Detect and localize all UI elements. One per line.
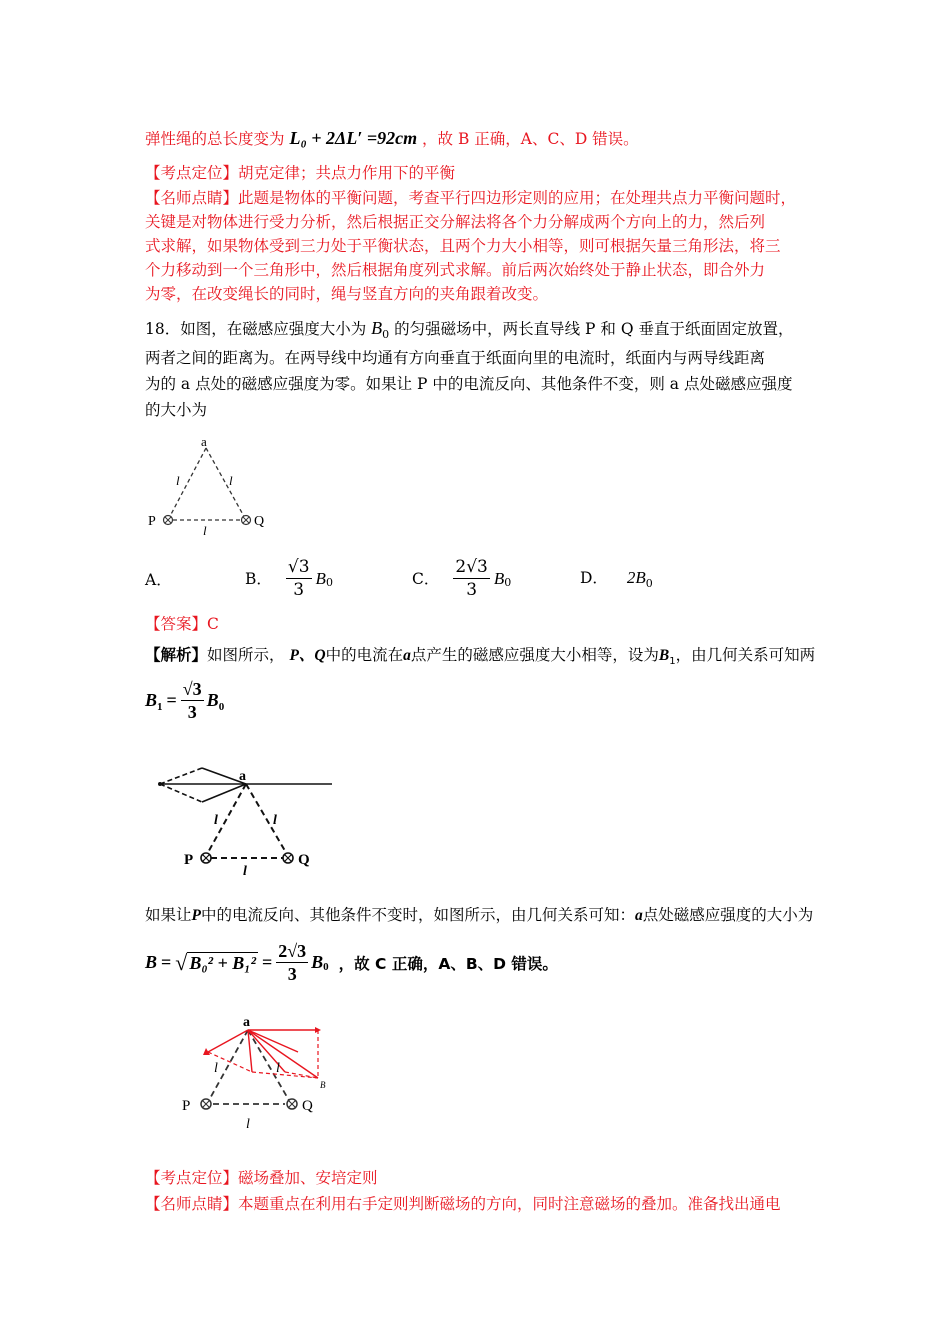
p1-text-before: 弹性绳的总长度变为 — [145, 130, 285, 148]
option-c-var: B — [493, 568, 505, 588]
question-18 — [145, 318, 793, 426]
formula2-rhs: B — [311, 952, 324, 972]
jiexi-formula-rhs-sub: 0 — [218, 701, 225, 713]
figure-3-vectors — [170, 1010, 340, 1140]
fig1-label-q: Q — [254, 514, 265, 529]
option-b-var: B — [315, 568, 326, 588]
jiexi-pq: P、Q — [289, 647, 326, 664]
mingshi-1-line-1: 此题是物体的平衡问题，考查平行四边形定则的应用；在处理共点力平衡问题时， — [238, 189, 797, 207]
fig3-label-p: P — [182, 1098, 191, 1114]
p2-text1: 如果让 — [145, 906, 192, 924]
jiexi-label: 【解析】 — [145, 646, 208, 664]
formula2-radicand: B₀² + B₁² — [189, 952, 256, 973]
fig1-label-p: P — [148, 514, 156, 529]
mingshi-2 — [145, 1194, 781, 1214]
fig2-label-p: P — [184, 852, 194, 868]
answer — [145, 614, 219, 634]
option-d-value: 2B — [626, 568, 646, 587]
kaodian-2-text: 磁场叠加、安培定则 — [238, 1169, 378, 1187]
fig2-vector-down — [202, 784, 246, 802]
fig2-label-q: Q — [298, 852, 310, 868]
formula2-num: 2√3 — [278, 941, 307, 961]
fig2-label-a: a — [239, 769, 246, 784]
p2-p: P — [191, 907, 201, 924]
figure-1-triangle — [140, 432, 280, 542]
figure-2-vectors — [150, 762, 350, 877]
paragraph-total-length — [145, 128, 639, 149]
kaodian-2 — [145, 1168, 378, 1188]
formula2-lhs: B — [145, 952, 158, 972]
formula2-fraction — [276, 940, 308, 985]
fig2-label-l-left: l — [214, 813, 218, 828]
fig3-label-l-left: l — [214, 1061, 218, 1076]
option-a-label: A． — [145, 571, 172, 589]
mingshi-1-label: 【名师点睛】 — [145, 189, 239, 207]
fig3-cross-p-icon — [201, 1099, 211, 1109]
option-b-num: √3 — [287, 557, 310, 577]
formula2-rhs-sub: 0 — [323, 961, 329, 973]
p1-formula: L₀ + 2ΔL′ =92cm — [289, 128, 418, 148]
option-b-fraction — [286, 556, 312, 601]
fig3-label-a: a — [243, 1015, 250, 1030]
fig1-cross-q-icon — [242, 516, 251, 525]
formula2-eq2: = — [261, 952, 273, 972]
fig1-label-a: a — [201, 434, 207, 449]
q18-line-3: 为的 a 点处的磁感应强度为零。如果让 P 中的电流反向、其他条件不变，则 a 点处磁感应强度 — [145, 375, 793, 393]
fig1-line-qa — [206, 448, 246, 520]
answer-label: 【答案】 — [145, 615, 208, 633]
kaodian-2-label: 【考点定位】 — [145, 1169, 239, 1187]
jiexi-formula-fraction — [181, 678, 204, 723]
option-c-den: 3 — [466, 580, 478, 600]
fig2-label-l-right: l — [273, 813, 277, 828]
fig1-cross-p-icon — [164, 516, 173, 525]
formula2-after: ，故 C 正确，A、B、D 错误。 — [338, 954, 558, 973]
jiexi-formula-num: √3 — [182, 679, 202, 699]
mingshi-2-text: 本题重点在利用右手定则判断磁场的方向，同时注意磁场的叠加。准备找出通电 — [238, 1195, 781, 1213]
fig3-dash-2 — [252, 1072, 318, 1078]
fig3-vector-result — [248, 1030, 318, 1078]
fig3-label-l-right: l — [276, 1061, 280, 1076]
option-b-den: 3 — [293, 580, 305, 600]
kaodian-1-label: 【考点定位】 — [145, 164, 239, 182]
jiexi-text1: 如图所示， — [207, 646, 285, 664]
jiexi-formula-lhs: B — [145, 690, 158, 710]
fig3-vector-down — [248, 1030, 252, 1072]
q18-line1-b: 的匀强磁场中，两长直导线 P 和 Q 垂直于纸面固定放置， — [394, 320, 794, 338]
option-d-label: D． — [580, 569, 608, 587]
mingshi-1-line-4: 个力移动到一个三角形中，然后根据角度列式求解。前后两次始终处于静止状态，即合外力 — [145, 261, 766, 279]
mingshi-1 — [145, 188, 796, 308]
kaodian-1 — [145, 163, 455, 183]
option-d-sub: 0 — [645, 577, 653, 591]
option-c-sub: 0 — [504, 576, 512, 589]
jiexi-a: a — [403, 647, 411, 664]
jiexi — [145, 644, 815, 673]
fig2-para-top — [160, 768, 202, 784]
fig1-label-l-right: l — [229, 473, 233, 488]
option-c — [412, 556, 511, 601]
option-c-label: C． — [412, 569, 440, 588]
fig2-label-l-bottom: l — [243, 864, 247, 877]
fig1-label-l-left: l — [176, 473, 180, 488]
q18-b0: B — [371, 318, 383, 338]
jiexi-b1-sub: 1 — [669, 656, 676, 668]
jiexi-formula — [145, 678, 224, 723]
jiexi-formula-den: 3 — [187, 702, 197, 722]
q18-b0-sub: 0 — [382, 328, 390, 342]
kaodian-1-text: 胡克定律；共点力作用下的平衡 — [238, 164, 456, 182]
mingshi-2-label: 【名师点睛】 — [145, 1195, 239, 1213]
p2-a: a — [635, 907, 643, 924]
mingshi-1-line-5: 为零，在改变绳长的同时，绳与竖直方向的夹角跟着改变。 — [145, 285, 549, 303]
formula2-sqrt-icon: √ — [175, 949, 188, 975]
jiexi-text4: ，由几何关系可知两 — [675, 646, 816, 664]
fig1-label-l-bottom: l — [203, 523, 207, 538]
fig2-line-qa — [246, 784, 288, 856]
paragraph-reverse — [145, 904, 813, 927]
option-c-fraction — [453, 556, 489, 601]
p1-text-after: ，故 B 正确，A、C、D 错误。 — [422, 130, 639, 148]
fig2-line-pa — [206, 784, 246, 856]
fig1-line-pa — [168, 448, 206, 520]
formula2-den: 3 — [287, 964, 297, 984]
jiexi-text3: 点产生的磁感应强度大小相等，设为 — [410, 646, 659, 664]
jiexi-formula-rhs: B — [206, 690, 219, 710]
formula2-eq: = — [161, 952, 172, 972]
fig2-cross-p-icon — [201, 853, 211, 863]
jiexi-formula-lhs-sub: 1 — [157, 701, 163, 713]
mingshi-1-line-2: 关键是对物体进行受力分析，然后根据正交分解法将各个力分解成两个方向上的力，然后列 — [145, 213, 766, 231]
jiexi-text2: 中的电流在 — [325, 646, 404, 664]
fig3-vector-right1 — [248, 1030, 298, 1052]
option-b-sub: 0 — [325, 576, 333, 589]
formula-2 — [145, 940, 558, 985]
q18-line-2: 两者之间的距离为。在两导线中均通有方向垂直于纸面向里的电流时，纸面内与两导线距离 — [145, 349, 766, 367]
fig3-cross-q-icon — [287, 1099, 297, 1109]
fig3-label-b: B — [320, 1080, 326, 1090]
fig3-line-qa — [248, 1030, 290, 1102]
answer-value: C — [207, 615, 219, 633]
q18-line1-a: 18．如图，在磁感应强度大小为 — [145, 320, 367, 338]
option-d — [580, 568, 653, 594]
jiexi-b1: B — [658, 647, 670, 664]
fig3-label-l-bottom: l — [246, 1117, 250, 1132]
p2-text2: 中的电流反向、其他条件不变时，如图所示，由几何关系可知： — [200, 906, 635, 924]
option-c-num: 2√3 — [455, 557, 488, 577]
option-b-label: B． — [245, 569, 272, 588]
mingshi-1-line-3: 式求解，如果物体受到三力处于平衡状态，且两个力大小相等，则可根据矢量三角形法，将三 — [145, 237, 781, 255]
p2-text3: 点处磁感应强度的大小为 — [642, 906, 814, 924]
option-b — [245, 556, 333, 601]
jiexi-formula-eq: = — [166, 690, 177, 710]
fig3-label-q: Q — [302, 1098, 313, 1114]
option-a — [145, 570, 172, 590]
q18-line-4: 的大小为 — [145, 401, 208, 419]
fig2-cross-q-icon — [283, 853, 293, 863]
fig2-para-bottom — [160, 784, 202, 802]
